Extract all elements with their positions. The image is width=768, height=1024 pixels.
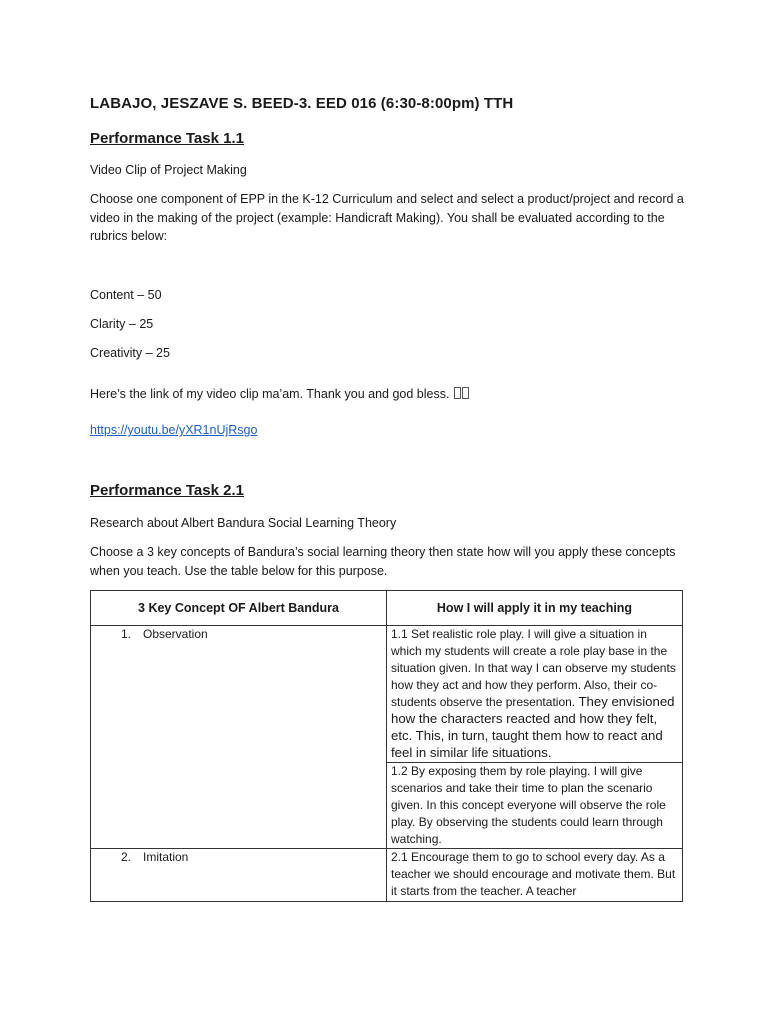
student-header: LABAJO, JESZAVE S. BEED-3. EED 016 (6:30-8:00pm) TTH (90, 95, 514, 112)
task2-instructions: Choose a 3 key concepts of Bandura’s social learning theory then state how will you apply these concepts when you teach. Use the table below for this purpose. (90, 545, 676, 578)
bandura-table (90, 590, 683, 902)
task2-subtitle: Research about Albert Bandura Social Learning Theory (90, 516, 397, 530)
table-row (91, 849, 683, 902)
emoji-placeholder-icon (454, 387, 461, 399)
application-cell-1-1 (387, 626, 683, 763)
application-text: 1.2 By exposing them by role playing. I will give scenarios and take their time to plan the scenario given. In this concept everyone will observe the role play. By observing the students could learn through watching. (391, 764, 666, 846)
concept-number: 1. (121, 627, 132, 641)
concept-number: 2. (121, 850, 132, 864)
table-row (91, 626, 683, 763)
rubric-creativity: Creativity – 25 (90, 346, 170, 360)
emoji-placeholder-icon (462, 387, 469, 399)
task1-heading: Performance Task 1.1 (90, 130, 244, 147)
table-header-row (91, 591, 683, 626)
table-header-concept: 3 Key Concept OF Albert Bandura (91, 591, 387, 626)
task2-heading: Performance Task 2.1 (90, 482, 244, 499)
concept-cell-observation (91, 626, 387, 849)
application-text: 2.1 Encourage them to go to school every day. As a teacher we should encourage and motivate them. But it starts from the teacher. A teacher (391, 850, 676, 898)
concept-label: Observation (143, 627, 208, 641)
task1-instructions: Choose one component of EPP in the K-12 Curriculum and select and select a product/project and record a video in the making of the project (example: Handicraft Making). You shall be evaluated according to the rubrics below: (90, 192, 684, 243)
task1-subtitle: Video Clip of Project Making (90, 163, 247, 177)
application-text: 1.1 Set realistic role play. I will give a situation in which my students will create a role play base in the situation given. In that way I can observe my students how they act and how they perform. Also, their co-students observe the presentation. (391, 627, 676, 709)
concept-label: Imitation (143, 850, 189, 864)
video-message-text: Here’s the link of my video clip ma’am. Thank you and god bless. (90, 387, 453, 401)
application-text-continued: They envisioned how the characters reacted and how they felt, etc. This, in turn, taught them how to react and feel in similar life situations. (391, 694, 675, 760)
application-cell-2-1 (387, 849, 683, 902)
table-header-application: How I will apply it in my teaching (387, 591, 683, 626)
video-link[interactable]: https://youtu.be/yXR1nUjRsgo (90, 423, 258, 437)
application-cell-1-2 (387, 763, 683, 849)
rubric-content: Content – 50 (90, 288, 162, 302)
rubric-clarity: Clarity – 25 (90, 317, 154, 331)
concept-cell-imitation (91, 849, 387, 902)
video-message (90, 385, 469, 404)
